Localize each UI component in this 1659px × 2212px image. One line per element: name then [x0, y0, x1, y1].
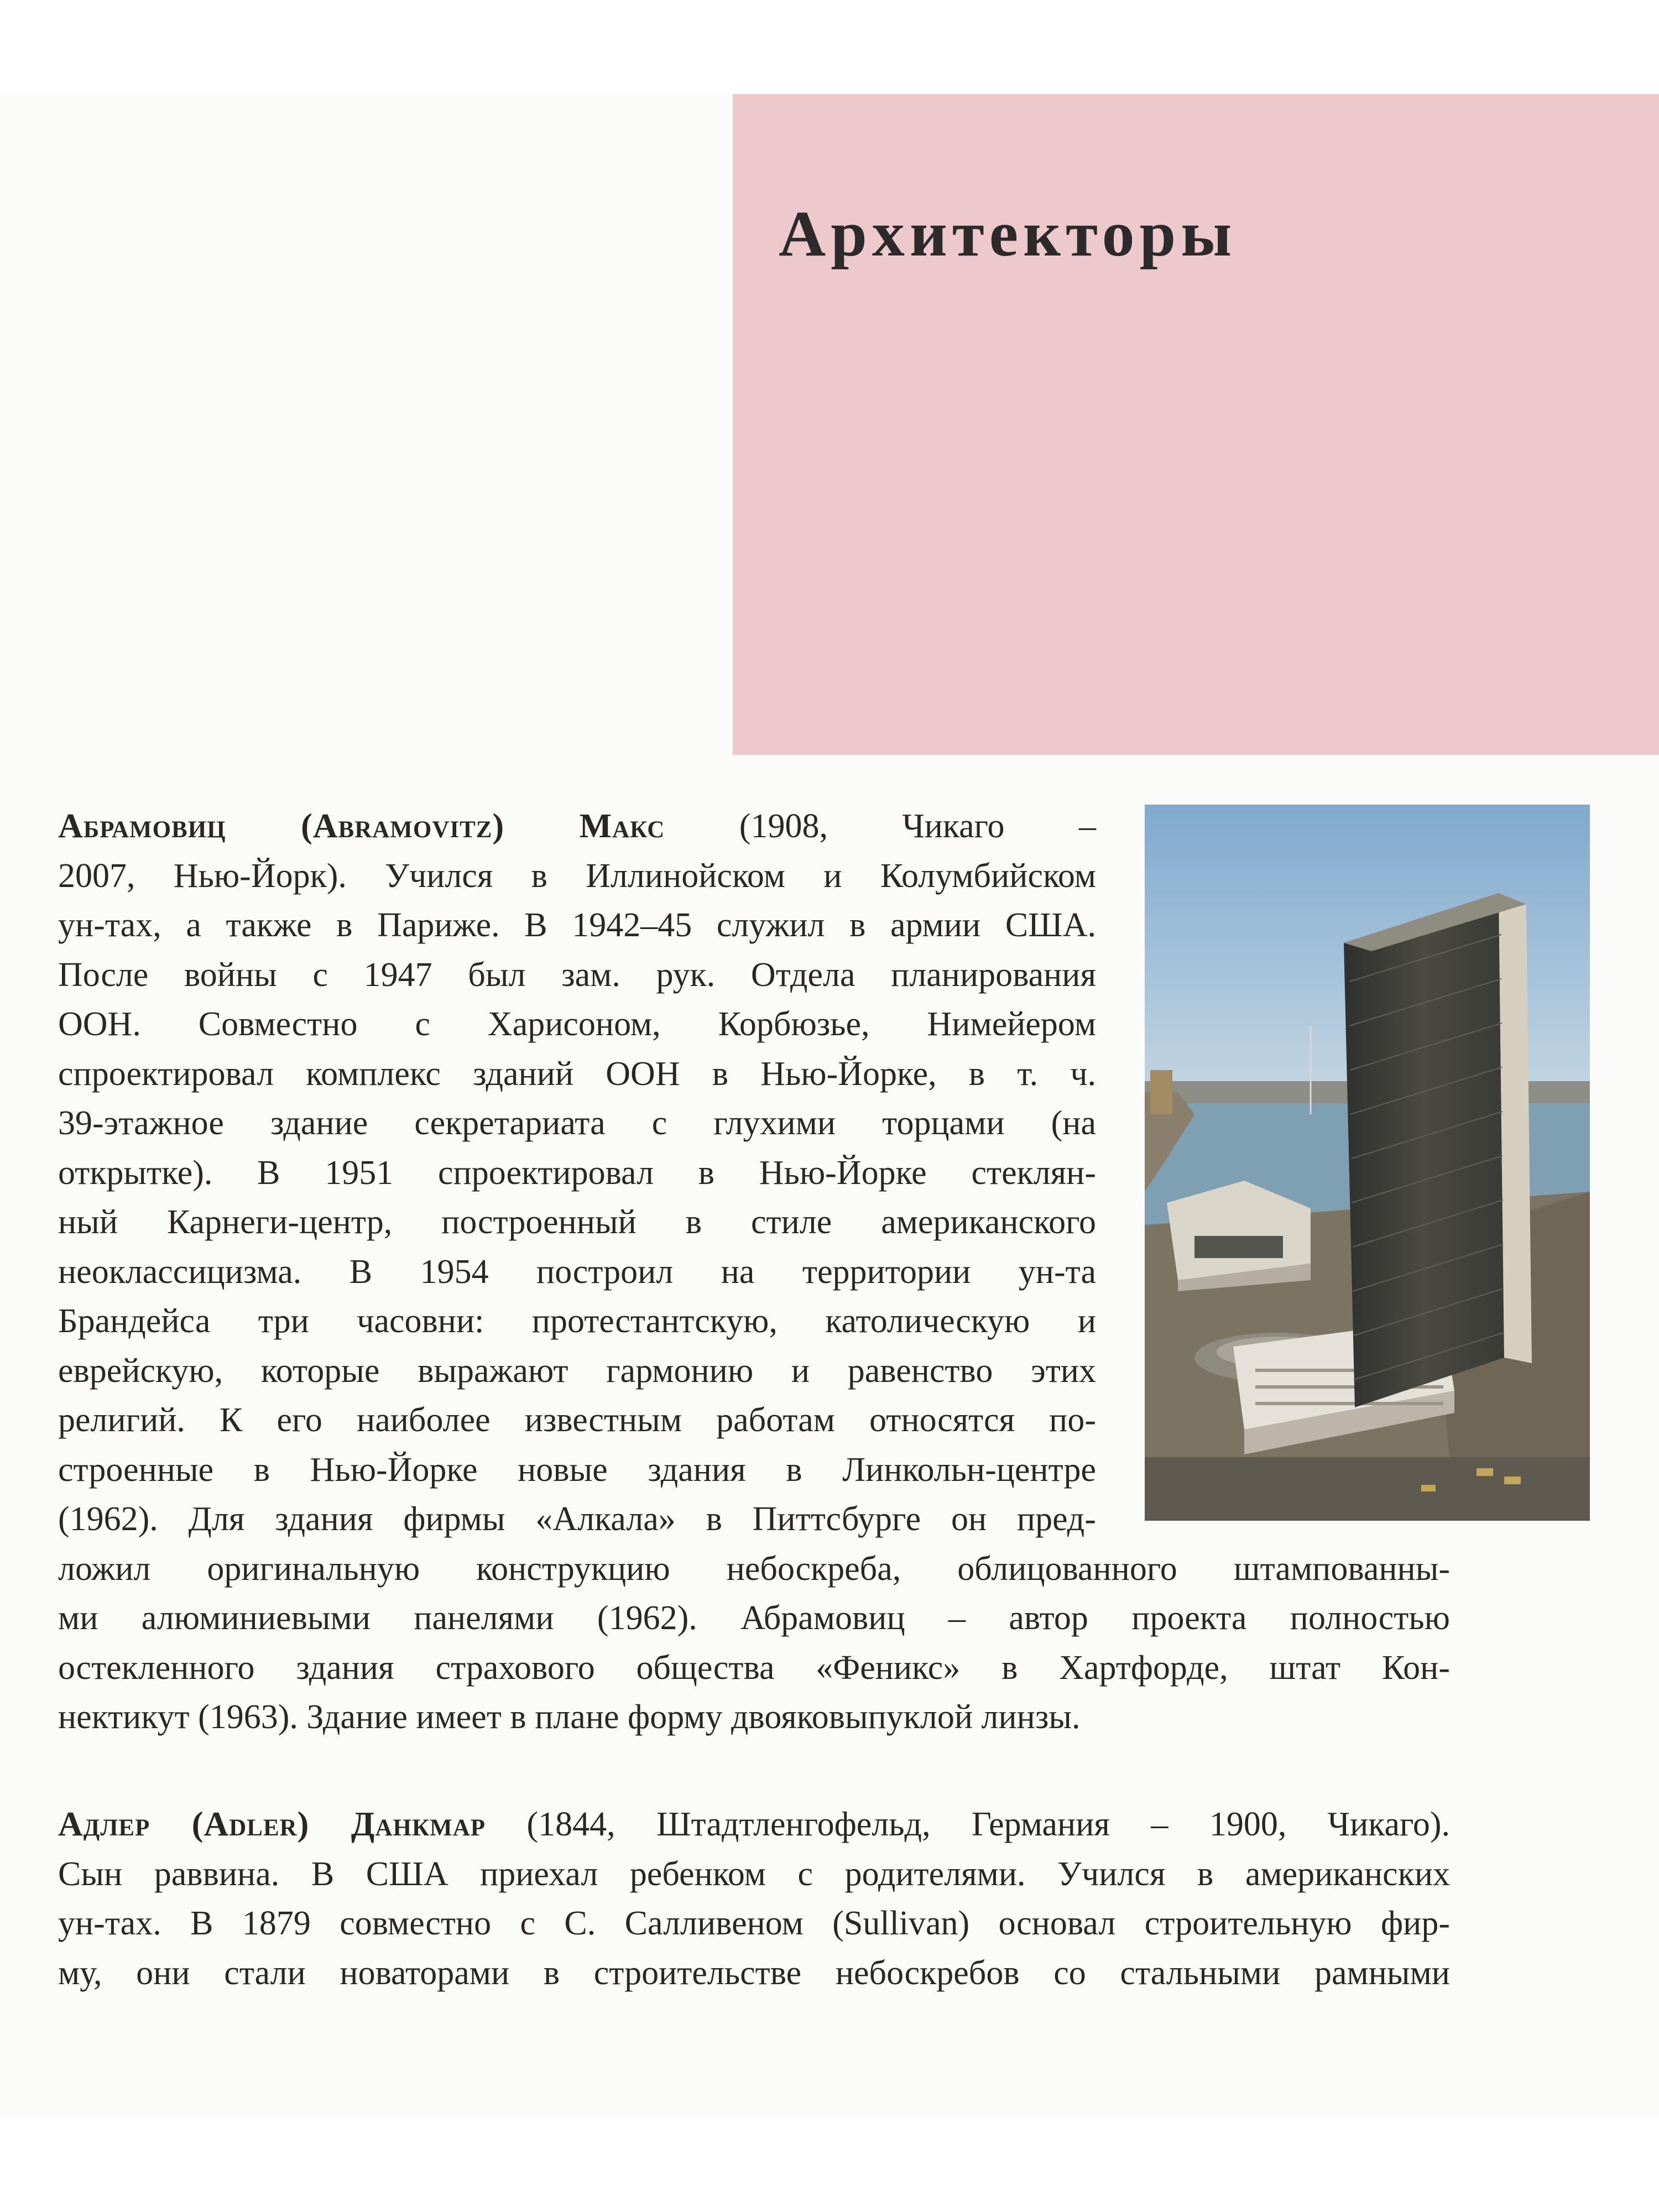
entry-line: 2007, Нью-Йорк). Учился в Иллинойском и Колумбийском — [58, 857, 1096, 895]
entry-line: (1962). Для здания фирмы «Алкала» в Питтсбурге он пред- — [58, 1500, 1096, 1538]
entry-line: ООН. Совместно с Харисоном, Корбюзье, Нимейером — [58, 1005, 1096, 1043]
entry-line: остекленного здания страхового общества «Феникс» в Хартфорде, штат Кон- — [58, 1648, 1450, 1687]
entry-adler — [58, 1800, 1450, 1998]
entry-line — [58, 802, 1096, 852]
entry-name: Адлер (Adler) Данкмар — [58, 1806, 486, 1843]
section-title: Архитекторы — [779, 197, 1237, 270]
entry-adler-text — [58, 1800, 1450, 1998]
entry-abramovitz-text — [58, 802, 1450, 1743]
entry-line: му, они стали новаторами в строительстве небоскребов со стальными рамными — [58, 1954, 1450, 1992]
entry-line: 39-этажное здание секретариата с глухими торцами (на — [58, 1104, 1096, 1142]
entry-line: ложил оригинальную конструкцию небоскреба, облицованного штампованны- — [58, 1550, 1450, 1588]
entry-dates: (1908, Чикаго – — [665, 807, 1096, 845]
entry-line: После войны с 1947 был зам. рук. Отдела планирования — [58, 956, 1096, 994]
entry-line: религий. К его наиболее известным работам относятся по- — [58, 1401, 1096, 1439]
entry-line: ун-тах. В 1879 совместно с С. Салливеном (Sullivan) основал строительную фир- — [58, 1905, 1450, 1942]
entry-line: открытке). В 1951 спроектировал в Нью-Йорке стеклян- — [58, 1154, 1096, 1192]
entry-line: ун-тах, а также в Париже. В 1942–45 служил в армии США. — [58, 906, 1096, 944]
page-bottom-margin — [0, 2118, 1659, 2212]
entry-dates: (1844, Штадтленгофельд, Германия – 1900, Чикаго). — [486, 1806, 1450, 1843]
page-top-margin — [0, 0, 1659, 94]
entry-line: еврейскую, которые выражают гармонию и равенство этих — [58, 1352, 1096, 1390]
entry-name: Абрамовиц (Abramovitz) Макс — [58, 807, 665, 845]
entry-line: неоклассицизма. В 1954 построил на территории ун-та — [58, 1253, 1096, 1291]
entry-line: строенные в Нью-Йорке новые здания в Линкольн-центре — [58, 1451, 1096, 1489]
entry-line: нектикут (1963). Здание имеет в плане форму двояковыпуклой линзы. — [58, 1698, 1081, 1736]
section-header-block — [733, 94, 1659, 755]
entry-abramovitz — [58, 802, 1450, 1743]
entry-line: спроектировал комплекс зданий ООН в Нью-Йорке, в т. ч. — [58, 1055, 1096, 1093]
entry-line: Брандейса три часовни: протестантскую, католическую и — [58, 1302, 1096, 1340]
entry-line — [58, 1800, 1450, 1850]
entry-line: ми алюминиевыми панелями (1962). Абрамовиц – автор проекта полностью — [58, 1599, 1450, 1637]
entry-line: Сын раввина. В США приехал ребенком с родителями. Учился в американских — [58, 1855, 1450, 1893]
entry-line: ный Карнеги-центр, построенный в стиле американского — [58, 1203, 1096, 1241]
